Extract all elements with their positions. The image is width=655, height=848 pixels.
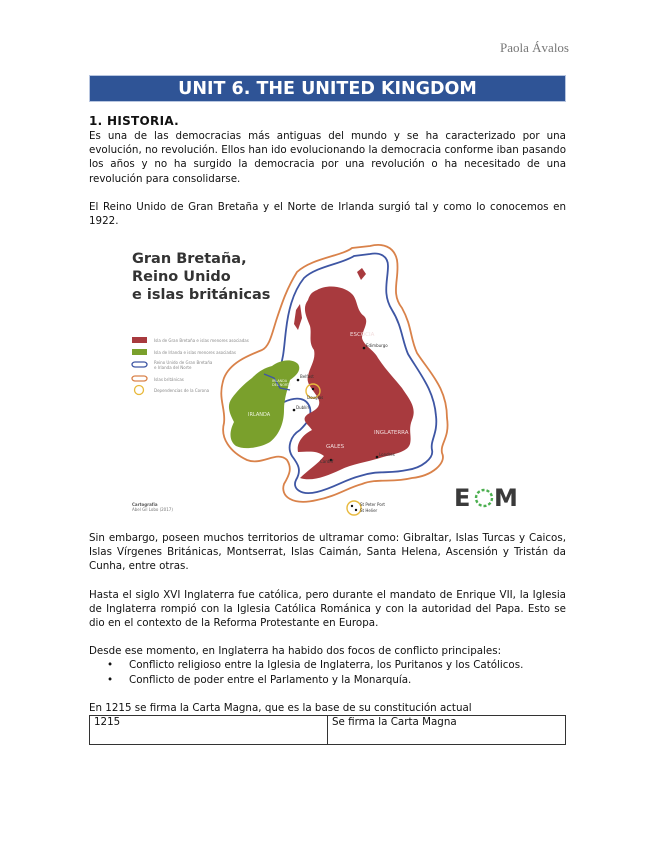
label-escocia: ESCOCIA bbox=[350, 332, 375, 338]
author-name: Paola Ávalos bbox=[500, 40, 569, 55]
svg-text:e Irlanda del Norte: e Irlanda del Norte bbox=[154, 365, 192, 370]
paragraph: Es una de las democracias más antiguas del mundo y se ha caracterizado por una evolución, no revolución. Ellos han ido evolucionando la democracia conforme iban pasando los años y no ha surgido la democracia por una revolución o ha necesitado de una revolución para consolidarse. bbox=[89, 130, 566, 185]
svg-text:Dependencias de la Corona: Dependencias de la Corona bbox=[154, 388, 210, 393]
paragraph: Desde ese momento, en Inglaterra ha habido dos focos de conflicto principales: bbox=[89, 645, 502, 658]
paragraph: El Reino Unido de Gran Bretaña y el Norte de Irlanda surgió tal y como lo conocemos en 1922. bbox=[89, 200, 566, 228]
svg-text:Edimburgo: Edimburgo bbox=[366, 343, 388, 348]
british-isles-map bbox=[112, 238, 540, 520]
svg-text:Isla de Irlanda e islas menore: Isla de Irlanda e islas menores asociadas bbox=[154, 350, 236, 355]
svg-text:E: E bbox=[454, 484, 470, 512]
section-historia bbox=[89, 113, 566, 228]
map-title: Gran Bretaña, bbox=[132, 251, 247, 267]
map-credit-title: Cartografía bbox=[132, 502, 158, 507]
timeline-table bbox=[89, 715, 566, 745]
svg-text:Islas británicas: Islas británicas bbox=[154, 377, 184, 382]
label-inglaterra: INGLATERRA bbox=[374, 430, 409, 436]
great-britain bbox=[298, 287, 414, 480]
map-credit-author: Abel Gil Lobo (2017) bbox=[132, 507, 173, 512]
eom-logo bbox=[454, 484, 518, 512]
svg-text:Reino Unido: Reino Unido bbox=[132, 269, 231, 285]
table-row bbox=[90, 716, 566, 745]
svg-text:Reino Unido de Gran Bretaña: Reino Unido de Gran Bretaña bbox=[154, 360, 213, 365]
map-legend bbox=[132, 337, 249, 395]
table-cell-event: Se firma la Carta Magna bbox=[328, 716, 566, 745]
svg-text:IRLANDA: IRLANDA bbox=[272, 379, 288, 383]
paragraph: Sin embargo, poseen muchos territorios de ultramar como: Gibraltar, Islas Turcas y Caicos, Islas Vírgenes Británicas, Montserrat, Islas Caimán, Santa Helena, Ascensión y Tristán da Cunha, entre otras. bbox=[89, 532, 566, 573]
label-gales: GALES bbox=[326, 444, 345, 450]
label-irlanda: IRLANDA bbox=[248, 412, 271, 418]
svg-text:Cardiff: Cardiff bbox=[320, 459, 334, 464]
svg-text:Belfast: Belfast bbox=[300, 374, 314, 379]
svg-text:Londres: Londres bbox=[379, 452, 395, 457]
svg-text:e islas británicas: e islas británicas bbox=[132, 287, 271, 303]
svg-text:Dublín: Dublín bbox=[296, 405, 309, 410]
table-cell-year: 1215 bbox=[90, 716, 328, 745]
body-continued bbox=[89, 531, 566, 745]
svg-text:Douglas: Douglas bbox=[307, 395, 324, 400]
svg-text:St Peter Port: St Peter Port bbox=[360, 502, 385, 507]
svg-text:Isla de Gran Bretaña e islas m: Isla de Gran Bretaña e islas menores asociadas bbox=[154, 338, 249, 343]
bullet-list bbox=[89, 658, 566, 686]
section-heading: 1. HISTORIA. bbox=[89, 114, 179, 128]
bullet-item: • Conflicto religioso entre la Iglesia de Inglaterra, los Puritanos y los Católicos. bbox=[129, 658, 566, 672]
svg-text:St Helier: St Helier bbox=[360, 508, 378, 513]
table-caption: En 1215 se firma la Carta Magna, que es la base de su constitución actual bbox=[89, 701, 472, 714]
unit-title: UNIT 6. THE UNITED KINGDOM bbox=[89, 75, 566, 102]
ireland bbox=[229, 360, 299, 448]
paragraph: Hasta el siglo XVI Inglaterra fue católica, pero durante el mandato de Enrique VII, la Iglesia de Inglaterra rompió con la Iglesia Católica Románica y con la autoridad del Papa. Esto se dio en el contexto de la Reforma Protestante en Europa. bbox=[89, 588, 566, 630]
svg-text:DEL NORTE: DEL NORTE bbox=[272, 383, 292, 387]
svg-text:M: M bbox=[494, 484, 518, 512]
bullet-item: • Conflicto de poder entre el Parlamento y la Monarquía. bbox=[129, 673, 566, 687]
